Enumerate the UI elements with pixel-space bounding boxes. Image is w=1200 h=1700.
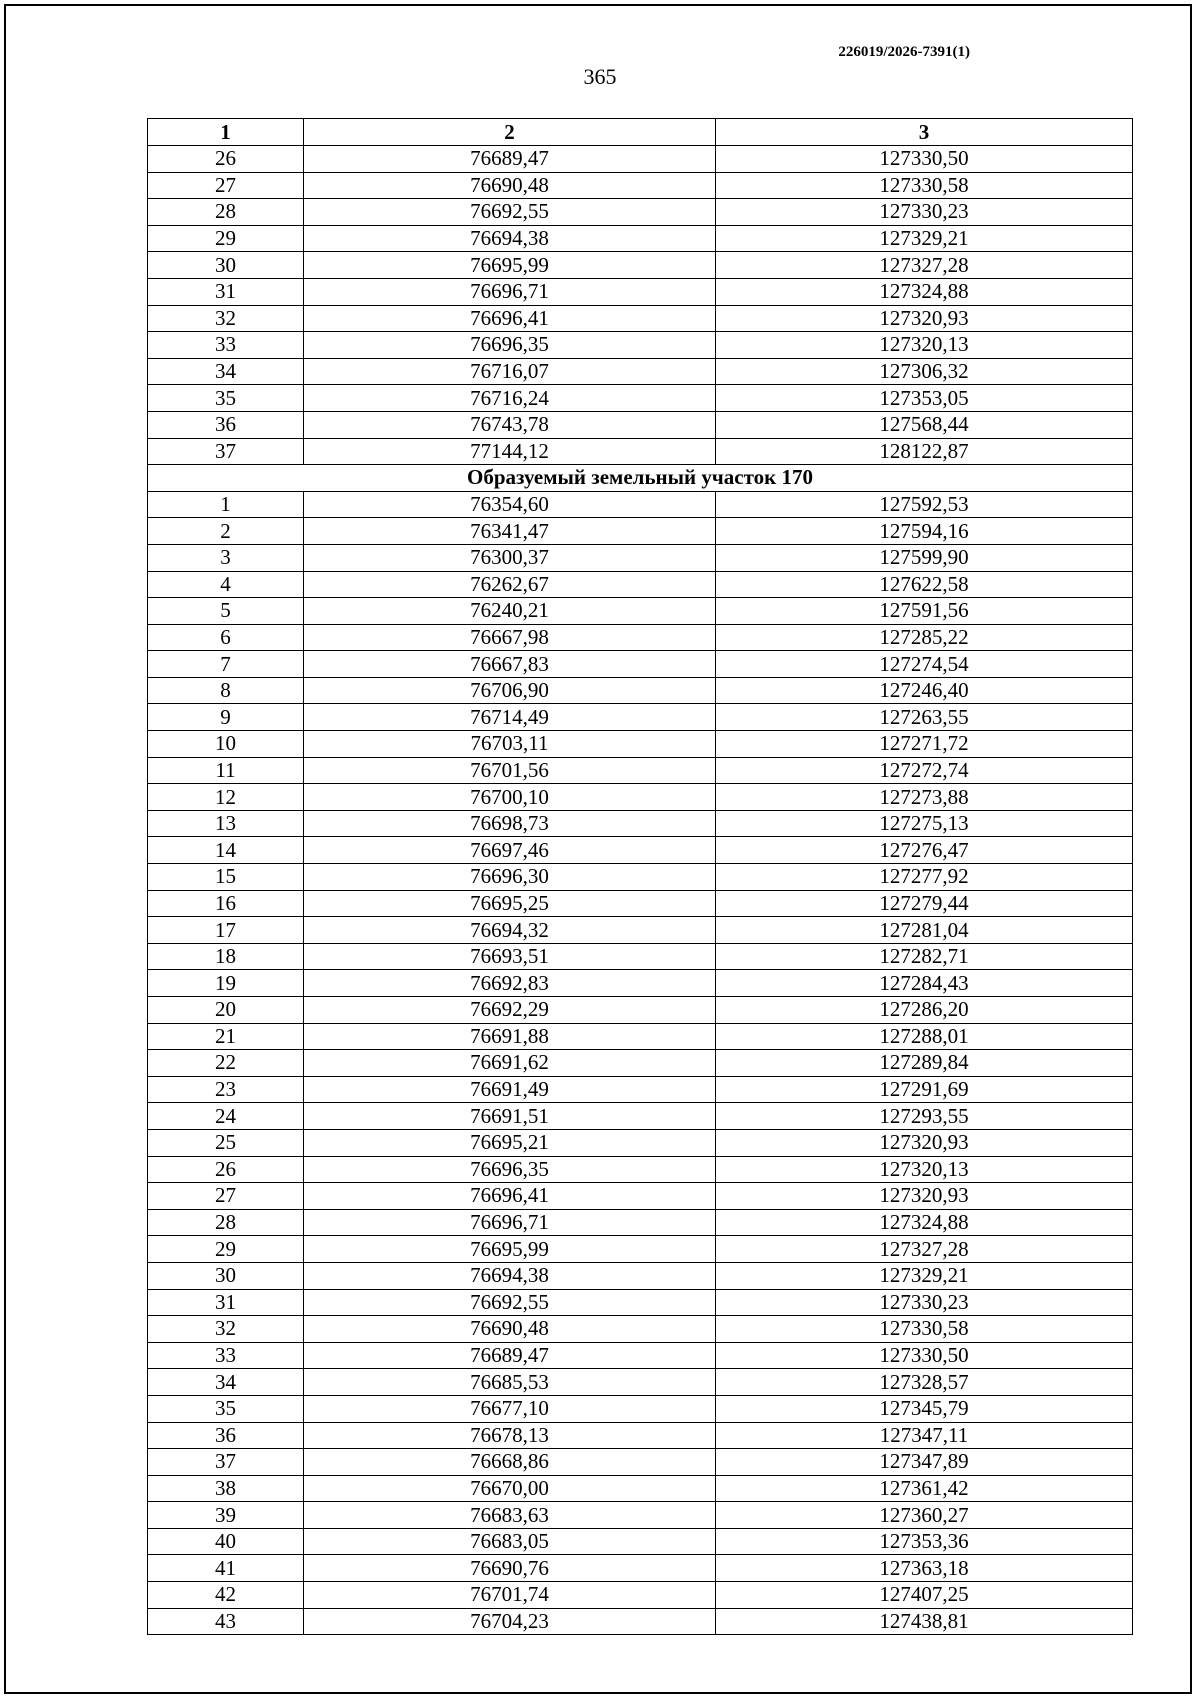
- table-row: [148, 890, 1133, 917]
- y-coordinate-cell: 127271,72: [716, 731, 1133, 758]
- table-row: [148, 970, 1133, 997]
- x-coordinate-cell: 76714,49: [304, 704, 716, 731]
- point-number-cell: 39: [148, 1502, 304, 1529]
- x-coordinate-cell: 76685,53: [304, 1369, 716, 1396]
- table-row: [148, 278, 1133, 305]
- point-number-cell: 22: [148, 1050, 304, 1077]
- table-row: [148, 1236, 1133, 1263]
- table-row: [148, 677, 1133, 704]
- x-coordinate-cell: 76690,48: [304, 1316, 716, 1343]
- y-coordinate-cell: 127286,20: [716, 997, 1133, 1024]
- y-coordinate-cell: 127276,47: [716, 837, 1133, 864]
- table-row: [148, 1528, 1133, 1555]
- point-number-cell: 33: [148, 1342, 304, 1369]
- table-row: [148, 1395, 1133, 1422]
- point-number-cell: 40: [148, 1528, 304, 1555]
- table-row: [148, 1369, 1133, 1396]
- x-coordinate-cell: 76695,21: [304, 1129, 716, 1156]
- x-coordinate-cell: 76695,99: [304, 1236, 716, 1263]
- table-row: [148, 917, 1133, 944]
- y-coordinate-cell: 127284,43: [716, 970, 1133, 997]
- y-coordinate-cell: 127330,58: [716, 172, 1133, 199]
- point-number-cell: 13: [148, 810, 304, 837]
- x-coordinate-cell: 76698,73: [304, 810, 716, 837]
- point-number-cell: 15: [148, 864, 304, 891]
- point-number-cell: 3: [148, 544, 304, 571]
- table-row: [148, 1076, 1133, 1103]
- y-coordinate-cell: 127330,23: [716, 199, 1133, 226]
- point-number-cell: 8: [148, 677, 304, 704]
- x-coordinate-cell: 76668,86: [304, 1449, 716, 1476]
- table-row: [148, 757, 1133, 784]
- point-number-cell: 41: [148, 1555, 304, 1582]
- y-coordinate-cell: 127277,92: [716, 864, 1133, 891]
- y-coordinate-cell: 127320,93: [716, 1129, 1133, 1156]
- point-number-cell: 36: [148, 411, 304, 438]
- x-coordinate-cell: 76678,13: [304, 1422, 716, 1449]
- x-coordinate-cell: 76670,00: [304, 1475, 716, 1502]
- table-row: [148, 1555, 1133, 1582]
- y-coordinate-cell: 127347,89: [716, 1449, 1133, 1476]
- x-coordinate-cell: 76696,41: [304, 1183, 716, 1210]
- table-row: [148, 438, 1133, 465]
- y-coordinate-cell: 127353,36: [716, 1528, 1133, 1555]
- y-coordinate-cell: 127345,79: [716, 1395, 1133, 1422]
- table-row: [148, 252, 1133, 279]
- point-number-cell: 28: [148, 199, 304, 226]
- y-coordinate-cell: 127320,13: [716, 332, 1133, 359]
- x-coordinate-cell: 76694,38: [304, 1262, 716, 1289]
- x-coordinate-cell: 76694,38: [304, 225, 716, 252]
- table-row: [148, 1582, 1133, 1609]
- x-coordinate-cell: 76690,48: [304, 172, 716, 199]
- y-coordinate-cell: 127274,54: [716, 651, 1133, 678]
- y-coordinate-cell: 127347,11: [716, 1422, 1133, 1449]
- table-row: [148, 651, 1133, 678]
- point-number-cell: 21: [148, 1023, 304, 1050]
- x-coordinate-cell: 76694,32: [304, 917, 716, 944]
- point-number-cell: 36: [148, 1422, 304, 1449]
- y-coordinate-cell: 127285,22: [716, 624, 1133, 651]
- x-coordinate-cell: 76701,74: [304, 1582, 716, 1609]
- table-row: [148, 225, 1133, 252]
- x-coordinate-cell: 76692,55: [304, 1289, 716, 1316]
- point-number-cell: 38: [148, 1475, 304, 1502]
- y-coordinate-cell: 127288,01: [716, 1023, 1133, 1050]
- y-coordinate-cell: 127599,90: [716, 544, 1133, 571]
- y-coordinate-cell: 127330,50: [716, 1342, 1133, 1369]
- y-coordinate-cell: 127353,05: [716, 385, 1133, 412]
- x-coordinate-cell: 76677,10: [304, 1395, 716, 1422]
- y-coordinate-cell: 127324,88: [716, 1209, 1133, 1236]
- x-coordinate-cell: 76691,88: [304, 1023, 716, 1050]
- y-coordinate-cell: 127363,18: [716, 1555, 1133, 1582]
- point-number-cell: 33: [148, 332, 304, 359]
- x-coordinate-cell: 77144,12: [304, 438, 716, 465]
- page-number: 365: [583, 64, 617, 89]
- table-row: [148, 332, 1133, 359]
- point-number-cell: 5: [148, 598, 304, 625]
- x-coordinate-cell: 76696,71: [304, 1209, 716, 1236]
- table-row: [148, 1342, 1133, 1369]
- point-number-cell: 6: [148, 624, 304, 651]
- section-title: Образуемый земельный участок 170: [148, 465, 1133, 492]
- table-row: [148, 784, 1133, 811]
- point-number-cell: 27: [148, 172, 304, 199]
- y-coordinate-cell: 127327,28: [716, 1236, 1133, 1263]
- x-coordinate-cell: 76683,63: [304, 1502, 716, 1529]
- x-coordinate-cell: 76689,47: [304, 146, 716, 173]
- x-coordinate-cell: 76701,56: [304, 757, 716, 784]
- table-row: [148, 172, 1133, 199]
- y-coordinate-cell: 127591,56: [716, 598, 1133, 625]
- x-coordinate-cell: 76716,24: [304, 385, 716, 412]
- y-coordinate-cell: 127328,57: [716, 1369, 1133, 1396]
- y-coordinate-cell: 127246,40: [716, 677, 1133, 704]
- point-number-cell: 29: [148, 225, 304, 252]
- point-number-cell: 26: [148, 1156, 304, 1183]
- y-coordinate-cell: 127293,55: [716, 1103, 1133, 1130]
- y-coordinate-cell: 127320,13: [716, 1156, 1133, 1183]
- y-coordinate-cell: 127289,84: [716, 1050, 1133, 1077]
- point-number-cell: 37: [148, 1449, 304, 1476]
- x-coordinate-cell: 76706,90: [304, 677, 716, 704]
- column-header-1: 1: [148, 119, 304, 146]
- x-coordinate-cell: 76240,21: [304, 598, 716, 625]
- point-number-cell: 32: [148, 1316, 304, 1343]
- point-number-cell: 25: [148, 1129, 304, 1156]
- y-coordinate-cell: 127407,25: [716, 1582, 1133, 1609]
- y-coordinate-cell: 127324,88: [716, 278, 1133, 305]
- y-coordinate-cell: 127438,81: [716, 1608, 1133, 1635]
- x-coordinate-cell: 76667,98: [304, 624, 716, 651]
- x-coordinate-cell: 76696,30: [304, 864, 716, 891]
- y-coordinate-cell: 127594,16: [716, 518, 1133, 545]
- point-number-cell: 42: [148, 1582, 304, 1609]
- x-coordinate-cell: 76341,47: [304, 518, 716, 545]
- table-row: [148, 544, 1133, 571]
- table-row: [148, 943, 1133, 970]
- point-number-cell: 1: [148, 491, 304, 518]
- table-row: [148, 199, 1133, 226]
- point-number-cell: 34: [148, 1369, 304, 1396]
- y-coordinate-cell: 127592,53: [716, 491, 1133, 518]
- point-number-cell: 37: [148, 438, 304, 465]
- point-number-cell: 20: [148, 997, 304, 1024]
- x-coordinate-cell: 76695,99: [304, 252, 716, 279]
- point-number-cell: 31: [148, 1289, 304, 1316]
- x-coordinate-cell: 76354,60: [304, 491, 716, 518]
- x-coordinate-cell: 76690,76: [304, 1555, 716, 1582]
- y-coordinate-cell: 127568,44: [716, 411, 1133, 438]
- point-number-cell: 31: [148, 278, 304, 305]
- point-number-cell: 17: [148, 917, 304, 944]
- point-number-cell: 19: [148, 970, 304, 997]
- table-row: [148, 1316, 1133, 1343]
- table-header-row: [148, 119, 1133, 146]
- column-header-2: 2: [304, 119, 716, 146]
- y-coordinate-cell: 128122,87: [716, 438, 1133, 465]
- y-coordinate-cell: 127361,42: [716, 1475, 1133, 1502]
- x-coordinate-cell: 76689,47: [304, 1342, 716, 1369]
- point-number-cell: 29: [148, 1236, 304, 1263]
- x-coordinate-cell: 76696,35: [304, 1156, 716, 1183]
- table-row: [148, 1262, 1133, 1289]
- point-number-cell: 27: [148, 1183, 304, 1210]
- table-row: [148, 1289, 1133, 1316]
- table-row: [148, 1422, 1133, 1449]
- y-coordinate-cell: 127360,27: [716, 1502, 1133, 1529]
- x-coordinate-cell: 76667,83: [304, 651, 716, 678]
- point-number-cell: 23: [148, 1076, 304, 1103]
- y-coordinate-cell: 127320,93: [716, 305, 1133, 332]
- point-number-cell: 2: [148, 518, 304, 545]
- y-coordinate-cell: 127275,13: [716, 810, 1133, 837]
- column-header-3: 3: [716, 119, 1133, 146]
- table-row: [148, 411, 1133, 438]
- point-number-cell: 34: [148, 358, 304, 385]
- y-coordinate-cell: 127263,55: [716, 704, 1133, 731]
- table-row: [148, 864, 1133, 891]
- x-coordinate-cell: 76716,07: [304, 358, 716, 385]
- y-coordinate-cell: 127329,21: [716, 225, 1133, 252]
- x-coordinate-cell: 76696,71: [304, 278, 716, 305]
- table-row: [148, 731, 1133, 758]
- x-coordinate-cell: 76300,37: [304, 544, 716, 571]
- y-coordinate-cell: 127281,04: [716, 917, 1133, 944]
- table-row: [148, 1129, 1133, 1156]
- document-id: 226019/2026-7391(1): [838, 44, 970, 60]
- point-number-cell: 18: [148, 943, 304, 970]
- point-number-cell: 24: [148, 1103, 304, 1130]
- table-row: [148, 997, 1133, 1024]
- point-number-cell: 16: [148, 890, 304, 917]
- point-number-cell: 35: [148, 385, 304, 412]
- y-coordinate-cell: 127320,93: [716, 1183, 1133, 1210]
- table-row: [148, 837, 1133, 864]
- x-coordinate-cell: 76693,51: [304, 943, 716, 970]
- table-row: [148, 598, 1133, 625]
- x-coordinate-cell: 76691,49: [304, 1076, 716, 1103]
- y-coordinate-cell: 127330,58: [716, 1316, 1133, 1343]
- y-coordinate-cell: 127330,50: [716, 146, 1133, 173]
- table-row: [148, 1103, 1133, 1130]
- y-coordinate-cell: 127291,69: [716, 1076, 1133, 1103]
- table-row: [148, 1209, 1133, 1236]
- table-row: [148, 491, 1133, 518]
- point-number-cell: 4: [148, 571, 304, 598]
- table-row: [148, 146, 1133, 173]
- y-coordinate-cell: 127282,71: [716, 943, 1133, 970]
- x-coordinate-cell: 76691,51: [304, 1103, 716, 1130]
- y-coordinate-cell: 127279,44: [716, 890, 1133, 917]
- point-number-cell: 9: [148, 704, 304, 731]
- x-coordinate-cell: 76743,78: [304, 411, 716, 438]
- x-coordinate-cell: 76700,10: [304, 784, 716, 811]
- x-coordinate-cell: 76692,55: [304, 199, 716, 226]
- y-coordinate-cell: 127306,32: [716, 358, 1133, 385]
- point-number-cell: 26: [148, 146, 304, 173]
- x-coordinate-cell: 76696,35: [304, 332, 716, 359]
- y-coordinate-cell: 127329,21: [716, 1262, 1133, 1289]
- point-number-cell: 30: [148, 252, 304, 279]
- x-coordinate-cell: 76695,25: [304, 890, 716, 917]
- point-number-cell: 7: [148, 651, 304, 678]
- x-coordinate-cell: 76262,67: [304, 571, 716, 598]
- table-row: [148, 1502, 1133, 1529]
- x-coordinate-cell: 76704,23: [304, 1608, 716, 1635]
- table-row: [148, 305, 1133, 332]
- point-number-cell: 30: [148, 1262, 304, 1289]
- table-row: [148, 1475, 1133, 1502]
- x-coordinate-cell: 76691,62: [304, 1050, 716, 1077]
- table-row: [148, 1156, 1133, 1183]
- point-number-cell: 10: [148, 731, 304, 758]
- y-coordinate-cell: 127273,88: [716, 784, 1133, 811]
- point-number-cell: 11: [148, 757, 304, 784]
- x-coordinate-cell: 76683,05: [304, 1528, 716, 1555]
- point-number-cell: 14: [148, 837, 304, 864]
- table-row: [148, 624, 1133, 651]
- x-coordinate-cell: 76696,41: [304, 305, 716, 332]
- table-row: [148, 518, 1133, 545]
- table-row: [148, 810, 1133, 837]
- coordinates-table: [147, 118, 1133, 1635]
- table-row: [148, 704, 1133, 731]
- table-row: [148, 358, 1133, 385]
- y-coordinate-cell: 127327,28: [716, 252, 1133, 279]
- point-number-cell: 28: [148, 1209, 304, 1236]
- point-number-cell: 32: [148, 305, 304, 332]
- section-row: [148, 465, 1133, 492]
- y-coordinate-cell: 127272,74: [716, 757, 1133, 784]
- table-row: [148, 1183, 1133, 1210]
- table-row: [148, 571, 1133, 598]
- table-row: [148, 1050, 1133, 1077]
- point-number-cell: 43: [148, 1608, 304, 1635]
- y-coordinate-cell: 127622,58: [716, 571, 1133, 598]
- table-row: [148, 1023, 1133, 1050]
- table-row: [148, 1608, 1133, 1635]
- x-coordinate-cell: 76703,11: [304, 731, 716, 758]
- table-row: [148, 1449, 1133, 1476]
- x-coordinate-cell: 76692,29: [304, 997, 716, 1024]
- point-number-cell: 12: [148, 784, 304, 811]
- x-coordinate-cell: 76692,83: [304, 970, 716, 997]
- point-number-cell: 35: [148, 1395, 304, 1422]
- table-row: [148, 385, 1133, 412]
- y-coordinate-cell: 127330,23: [716, 1289, 1133, 1316]
- x-coordinate-cell: 76697,46: [304, 837, 716, 864]
